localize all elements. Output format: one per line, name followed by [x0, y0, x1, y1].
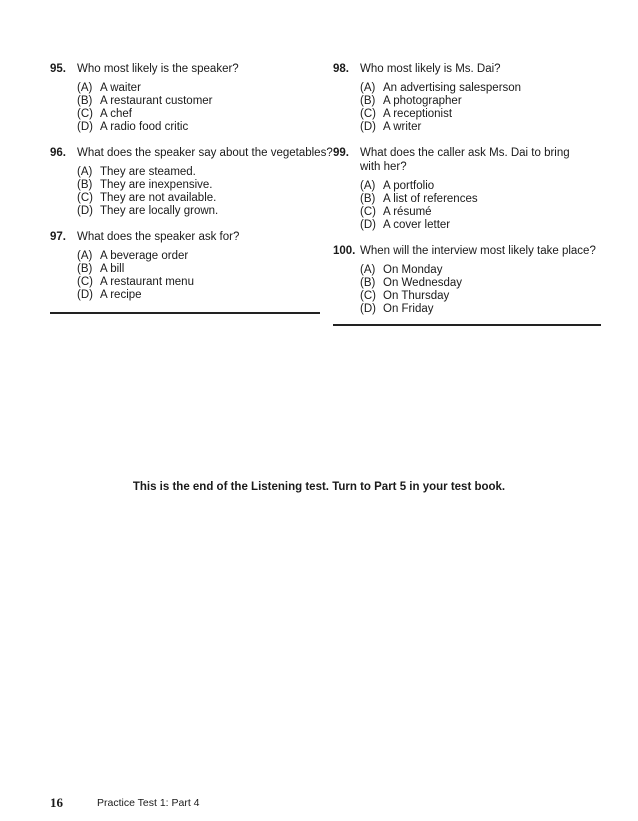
left-column [50, 62, 333, 302]
option-letter: (A) [77, 250, 93, 262]
answer-option [77, 121, 322, 134]
answer-option [77, 205, 322, 218]
answer-option [360, 121, 601, 134]
answer-option [77, 166, 322, 179]
answer-option [360, 95, 601, 108]
question-number: 96. [50, 147, 66, 159]
left-column-divider [50, 312, 320, 314]
option-letter: (D) [77, 121, 93, 133]
answer-option [77, 82, 322, 95]
option-text: A beverage order [100, 250, 189, 262]
option-text: A writer [383, 121, 422, 133]
option-text: An advertising salesperson [383, 82, 522, 94]
option-letter: (B) [360, 193, 376, 205]
option-letter: (B) [360, 95, 376, 107]
option-letter: (D) [77, 289, 93, 301]
option-letter: (D) [360, 121, 376, 133]
option-text: They are not available. [100, 192, 217, 204]
option-letter: (C) [360, 290, 376, 302]
question-text: What does the speaker ask for? [77, 231, 240, 243]
option-text: A recipe [100, 289, 142, 301]
right-column [333, 62, 601, 316]
answer-option [360, 206, 601, 219]
right-column-divider [333, 324, 601, 326]
option-letter: (C) [360, 108, 376, 120]
answer-option [360, 264, 601, 277]
answer-option [77, 276, 322, 289]
question-text: What does the speaker say about the vegetables? [77, 147, 333, 159]
answer-options [77, 166, 322, 218]
option-text: A bill [100, 263, 125, 275]
answer-option [77, 263, 322, 276]
option-text: A cover letter [383, 219, 451, 231]
question-100 [333, 244, 601, 316]
option-text: They are locally grown. [100, 205, 219, 217]
option-letter: (B) [360, 277, 376, 289]
option-letter: (C) [77, 108, 93, 120]
option-text: A résumé [383, 206, 432, 218]
answer-option [360, 290, 601, 303]
option-text: A photographer [383, 95, 462, 107]
option-text: A receptionist [383, 108, 453, 120]
question-number: 100. [333, 245, 356, 257]
option-letter: (B) [77, 263, 93, 275]
option-text: A restaurant menu [100, 276, 194, 288]
option-letter: (A) [360, 180, 376, 192]
option-text: On Wednesday [383, 277, 463, 289]
option-letter: (A) [360, 264, 376, 276]
answer-option [360, 108, 601, 121]
question-99 [333, 146, 601, 232]
option-text: A portfolio [383, 180, 435, 192]
end-of-listening-notice: This is the end of the Listening test. Turn to Part 5 in your test book. [132, 481, 506, 493]
option-text: A chef [100, 108, 132, 120]
answer-options [360, 264, 601, 316]
answer-option [360, 180, 601, 193]
option-text: They are inexpensive. [100, 179, 213, 191]
answer-options [360, 180, 601, 232]
option-letter: (C) [77, 192, 93, 204]
answer-options [360, 82, 601, 134]
option-letter: (B) [77, 179, 93, 191]
option-letter: (A) [77, 82, 93, 94]
option-text: A waiter [100, 82, 141, 94]
answer-option [360, 193, 601, 206]
option-text: On Monday [383, 264, 443, 276]
question-text: What does the caller ask Ms. Dai to bring with her? [360, 147, 570, 173]
question-number: 97. [50, 231, 66, 243]
question-number: 98. [333, 63, 349, 75]
option-letter: (D) [77, 205, 93, 217]
question-text: Who most likely is Ms. Dai? [360, 63, 501, 75]
footer-title: Practice Test 1: Part 4 [97, 797, 200, 809]
option-letter: (C) [360, 206, 376, 218]
answer-option [360, 303, 601, 316]
answer-option [77, 250, 322, 263]
question-97 [50, 230, 322, 302]
question-96 [50, 146, 333, 218]
question-98 [333, 62, 601, 134]
page-number: 16 [50, 795, 63, 810]
answer-option [360, 82, 601, 95]
answer-option [77, 289, 322, 302]
option-text: On Friday [383, 303, 434, 315]
answer-option [77, 108, 322, 121]
option-text: A list of references [383, 193, 478, 205]
option-letter: (D) [360, 219, 376, 231]
question-text: When will the interview most likely take place? [360, 245, 596, 257]
option-letter: (B) [77, 95, 93, 107]
option-letter: (A) [77, 166, 93, 178]
answer-option [360, 277, 601, 290]
option-text: They are steamed. [100, 166, 196, 178]
option-text: A radio food critic [100, 121, 189, 133]
answer-option [77, 179, 322, 192]
option-letter: (D) [360, 303, 376, 315]
question-number: 95. [50, 63, 66, 75]
answer-option [77, 192, 322, 205]
option-text: On Thursday [383, 290, 450, 302]
answer-options [77, 82, 322, 134]
option-letter: (A) [360, 82, 376, 94]
question-95 [50, 62, 322, 134]
option-text: A restaurant customer [100, 95, 213, 107]
answer-option [77, 95, 322, 108]
question-number: 99. [333, 147, 349, 159]
question-text: Who most likely is the speaker? [77, 63, 239, 75]
option-letter: (C) [77, 276, 93, 288]
answer-option [360, 219, 601, 232]
answer-options [77, 250, 322, 302]
